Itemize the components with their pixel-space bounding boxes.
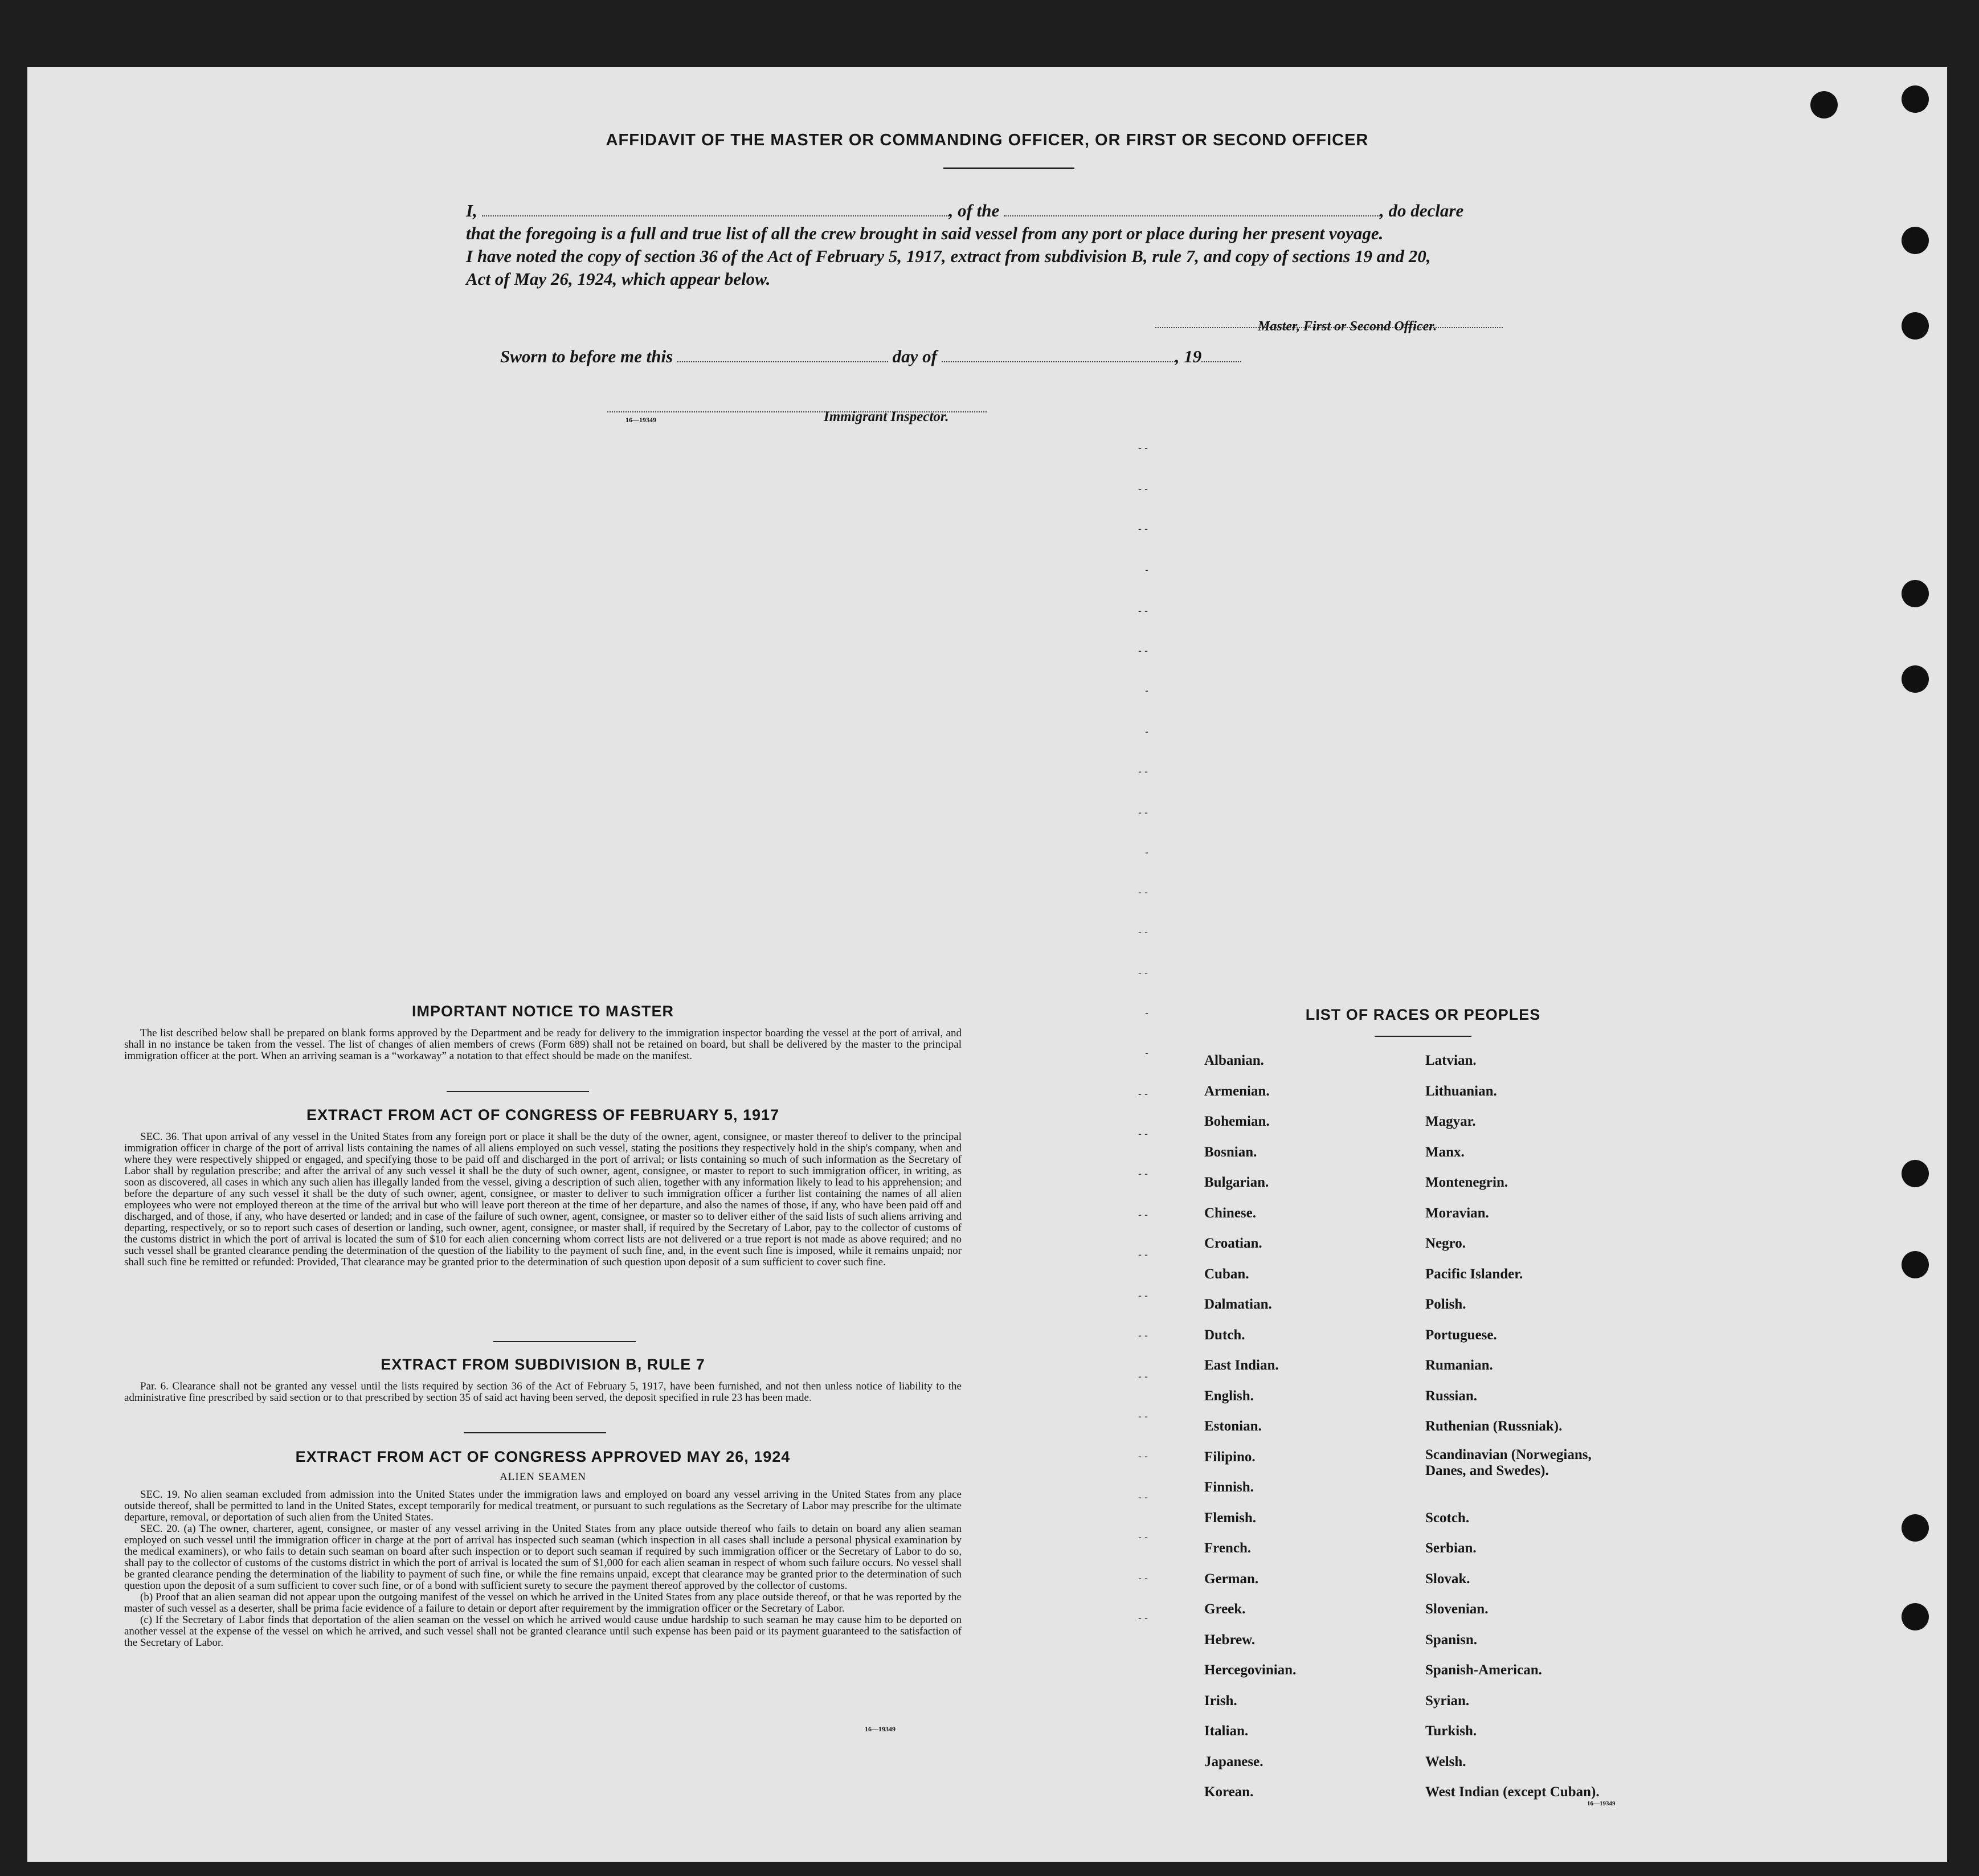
race-item: Syrian. [1425,1693,1470,1709]
sworn-day-blank[interactable] [677,346,888,362]
race-item: East Indian. [1204,1358,1279,1373]
sworn-line [500,345,1241,368]
punch-hole [1902,227,1929,254]
act-1917-text [124,1131,962,1268]
race-item: Armenian. [1204,1083,1270,1099]
form-number: 16—19349 [1587,1800,1616,1807]
punch-hole [1902,1514,1929,1542]
race-item: Negro. [1425,1236,1466,1251]
do-declare-text: , do declare [1380,201,1464,220]
race-item: Moravian. [1425,1205,1489,1221]
race-item: Hebrew. [1204,1632,1256,1648]
sworn-year-blank[interactable] [1201,346,1241,362]
name-blank[interactable] [482,201,949,216]
race-item: Slovenian. [1425,1601,1489,1617]
day-of-text: day of [892,346,937,366]
race-item: Finnish. [1204,1479,1254,1495]
race-item: Pacific Islander. [1425,1266,1523,1282]
race-item: Cuban. [1204,1266,1249,1282]
punch-hole [1902,85,1929,113]
race-item: Rumanian. [1425,1358,1493,1373]
race-item: English. [1204,1388,1254,1404]
section-19-paragraph: SEC. 19. No alien seaman excluded from admission into the United States under the immigration laws and employed on board any vessel arriving in the United States from any place outside thereof, shall be permitted to land in the United States, except temporarily for medical treatment, or pursuant to such regulations as the Secretary of Labor may prescribe for the ultimate departure, removal, or deportation of such alien from the United States. [124,1489,962,1523]
race-item: Ruthenian (Russniak). [1425,1419,1563,1434]
form-number: 16—19349 [865,1725,896,1733]
race-item: Latvian. [1425,1053,1477,1068]
section-20b-paragraph: (b) Proof that an alien seaman did not appear upon the outgoing manifest of the vessel on which he arrived in the United States from any place outside thereof, or that he was reported by the master of such vessel as a deserter, shall be prima facie evidence of a failure to detain or deport after requirement by the immigration officer or the Secretary of Labor. [124,1591,962,1615]
vessel-blank[interactable] [1004,201,1380,216]
punch-hole [1902,1603,1929,1630]
race-item: Manx. [1425,1144,1465,1160]
punch-hole [1902,580,1929,607]
race-item: Flemish. [1204,1510,1256,1526]
race-item: Hercegovinian. [1204,1662,1297,1678]
race-item: Scotch. [1425,1510,1470,1526]
race-item: Chinese. [1204,1205,1256,1221]
race-item: Welsh. [1425,1754,1466,1769]
notice-paragraph: The list described below shall be prepared on blank forms approved by the Department and be ready for delivery to the immigration inspector boarding the vessel at the port of arrival, and shall in no instance be taken from the vessel. The list of changes of alien members of crews (Form 689) shall not be retained on board, but shall be delivered by the master to the principal immigration officer at the port. When an arriving seaman is a “workaway” a notation to that effect should be made on the manifest. [124,1027,962,1062]
sworn-month-blank[interactable] [942,346,1175,362]
declaration-line-2: that the foregoing is a full and true list of all the crew brought in said vessel from any port or place during her present voyage. [466,223,1384,243]
race-item: Serbian. [1425,1540,1477,1556]
race-item: Italian. [1204,1723,1249,1739]
punch-hole [1902,1251,1929,1278]
master-signature-label: Master, First or Second Officer. [1258,319,1437,334]
race-item: Polish. [1425,1297,1466,1312]
race-item: Albanian. [1204,1053,1264,1068]
section-20a-paragraph: SEC. 20. (a) The owner, charterer, agent, consignee, or master of any vessel arriving in the United States from any place outside thereof who fails to detain on board any alien seaman employed on such vessel until the immigration officer in charge at the port of arrival has inspected such seaman (which inspection in all cases shall include a personal physical examination by the medical examiners), or who fails to detain such seaman on board after such inspection or to deport such seaman if required by such immigration officer or the Secretary of Labor to do so, shall pay to the collector of customs of the customs district in which the port of arrival is located the sum of $1,000 for each alien seaman in respect of whom such failure occurs. No vessel shall be granted clearance pending the determination of the liability to payment of such fine, or while the fine remains unpaid, except that clearance may be granted prior to the determination of such question upon the deposit of a sum sufficient to cover such fine, or of a bond with sufficient surety to secure the payment thereof approved by the collector of customs. [124,1523,962,1592]
act-1924-text [124,1489,962,1649]
race-item: Croatian. [1204,1236,1262,1251]
race-item: Greek. [1204,1601,1246,1617]
declarant-prefix: I, [466,201,477,220]
section-20c-paragraph: (c) If the Secretary of Labor finds that deportation of the alien seaman on the vessel on which he arrived would cause undue hardship to such seaman he may cause him to be deported on another vessel at the expense of the vessel on which he arrived, and such vessel shall not be granted clearance until such expense has been paid or its payment guaranteed to the satisfaction of the Secretary of Labor. [124,1614,962,1649]
section-divider [464,1432,606,1433]
race-item: Slovak. [1425,1571,1470,1587]
race-item: Lithuanian. [1425,1083,1497,1099]
act-1917-title: EXTRACT FROM ACT OF CONGRESS OF FEBRUARY 5, 1917 [306,1106,780,1123]
race-item: Spanish-American. [1425,1662,1542,1678]
races-title-rule [1375,1036,1471,1037]
title-rule [943,167,1074,169]
race-item: Dutch. [1204,1327,1245,1343]
race-item: Bohemian. [1204,1114,1270,1129]
declaration-line-3: I have noted the copy of section 36 of the Act of February 5, 1917, extract from subdivision B, rule 7, and copy of sections 19 and 20, [466,246,1431,266]
alien-seamen-subtitle: ALIEN SEAMEN [500,1471,586,1483]
race-item: Filipino. [1204,1449,1256,1465]
notice-text [124,1028,962,1062]
inspector-label: Immigrant Inspector. [824,409,949,424]
punch-hole [1902,312,1929,340]
notice-title: IMPORTANT NOTICE TO MASTER [412,1003,674,1020]
race-item: Russian. [1425,1388,1478,1404]
section-36-paragraph: SEC. 36. That upon arrival of any vessel in the United States from any foreign port or place it shall be the duty of the owner, agent, consignee, or master thereof to deliver to the principal immigration officer in charge of the port of arrival lists containing the names of all aliens employed on such vessel, stating the positions they respectively hold in the ship's company, when and where they were respectively shipped or engaged, and specifying those to be paid off and discharged in the port of arrival; or lists containing so much of such information as the Secretary of Labor shall by regulation prescribe; and after the arrival of any such vessel it shall be the duty of such owner, agent, consignee, or master to report to such immigration officer, in writing, as soon as discovered, all cases in which any such alien has illegally landed from the vessel, giving a description of such alien, together with any information likely to lead to his apprehension; and before the departure of any such vessel it shall be the duty of such owner, agent, consignee, or master to deliver to such immigration officer a further list containing the names of all alien employees who were not employed thereon at the time of the arrival but who will leave port thereon at the time of her departure, and also the names of those, if any, who have been paid off and discharged, and of those, if any, who have deserted or landed; and in case of the failure of such owner, agent, consignee, or master so to deliver either of the said lists of such aliens arriving and departing, respectively, or so to report such cases of desertion or landing, such owner, agent, consignee, or master shall, if required by the Secretary of Labor, pay to the collector of customs of the customs district in which the port of arrival is located the sum of $10 for each alien concerning whom correct lists are not delivered or a true report is not made as above required; and no such vessel shall be granted clearance pending the determination of the question of the liability to the payment of such fine, and, in the event such fine is imposed, while it remains unpaid; nor shall such fine be remitted or refunded: Provided, That clearance may be granted prior to the determination of such question upon deposit of a sum sufficient to cover such fine. [124,1131,962,1268]
race-item: Bulgarian. [1204,1175,1269,1190]
year-prefix: , 19 [1175,346,1202,366]
race-item: West Indian (except Cuban). [1425,1784,1600,1800]
sworn-text: Sworn to before me this [500,346,673,366]
affidavit-title: AFFIDAVIT OF THE MASTER OR COMMANDING OFFICER, OR FIRST OR SECOND OFFICER [606,131,1369,149]
race-item: Irish. [1204,1693,1237,1709]
race-item: Montenegrin. [1425,1175,1508,1190]
paragraph-6: Par. 6. Clearance shall not be granted any vessel until the lists required by section 36 of the Act of February 5, 1917, have been furnished, and not then unless notice of liability to the administrative fine prescribed by said section or to that prescribed by section 35 of said act having been served, the deposit specified in rule 23 has been made. [124,1380,962,1404]
race-item: Turkish. [1425,1723,1477,1739]
declaration-line-4: Act of May 26, 1924, which appear below. [466,269,771,289]
race-item: Portuguese. [1425,1327,1497,1343]
races-title: LIST OF RACES OR PEOPLES [1305,1006,1541,1023]
declaration-line-1 [466,199,1463,222]
race-item: Scandinavian (Norwegians, Danes, and Swedes). [1425,1446,1592,1478]
punch-hole [1810,91,1838,118]
act-1924-title: EXTRACT FROM ACT OF CONGRESS APPROVED MAY 26, 1924 [295,1448,791,1465]
race-item: Dalmatian. [1204,1297,1272,1312]
punch-hole [1902,665,1929,693]
race-item: Japanese. [1204,1754,1264,1769]
form-number: 16—19349 [625,416,656,424]
punch-hole [1902,1160,1929,1187]
section-divider [447,1091,589,1092]
race-item: German. [1204,1571,1259,1587]
race-item: Spanisn. [1425,1632,1478,1648]
race-item: Korean. [1204,1784,1254,1800]
race-item: French. [1204,1540,1252,1556]
of-the-text: , of the [948,201,1000,220]
rule-7-text [124,1381,962,1404]
rule-7-title: EXTRACT FROM SUBDIVISION B, RULE 7 [381,1356,705,1373]
form-page: AFFIDAVIT OF THE MASTER OR COMMANDING OFFICER, OR FIRST OR SECOND OFFICER I, , of the , do declare that the foregoing is a full and true list of all the crew brought in said vessel from any port or place during her present voyage. I have noted the copy of section 36 of the Act of February 5, 1917, extract from subdivision B, rule 7, and copy of sections 19 and 20, Act of May 26, 1924, which appear below. Master, First or Second Officer. Sworn to before me this day of , 19 16—19349 Immigrant Inspector. - - - - - - - - - - - - - - - - - - - - - - - - - - - - - - - - - - - - - - - - - - - - - - - - - - - - - - IMPORTANT NOTICE TO MASTER The list described below shall be prepared on blank forms approved by the Department and be ready for delivery to the immigration inspector boarding the vessel at the port of arrival, and shall in no instance be taken from the vessel. The list of changes of alien members of crews (Form 689) shall not be retained on board, but shall be delivered by the master to the principal immigration officer at the port. When an arriving seaman is a “workaway” a notation to that effect should be made on the manifest. EXTRACT FROM ACT OF CONGRESS OF FEBRUARY 5, 1917 SEC. 36. That upon arrival of any vessel in the United States from any foreign port or place it shall be the duty of the owner, agent, consignee, or master thereof to deliver to the principal immigration officer in charge of the port of arrival lists containing the names of all aliens employed on such vessel, stating the positions they respectively hold in the ship's company, when and where they were respectively shipped or engaged, and specifying those to be paid off and discharged in the port of arrival; or lists containing so much of such information as the Secretary of Labor shall by regulation prescribe; and after the arrival of any such vessel it shall be the duty of such owner, agent, consignee, or master to report to such immigration officer, in writing, as soon as discovered, all cases in which any such alien has illegally landed from the vessel, giving a description of such alien, together with any information likely to lead to his apprehension; and before the departure of any such vessel it shall be the duty of such owner, agent, consignee, or master to deliver to such immigration officer a further list containing the names of all alien employees who were not employed thereon at the time of the arrival but who will leave port thereon at the time of her departure, and also the names of those, if any, who have been paid off and discharged, and of those, if any, who have deserted or landed; and in case of the failure of such owner, agent, consignee, or master so to deliver either of the said lists of such aliens arriving and departing, respectively, or so to report such cases of desertion or landing, such owner, agent, consignee, or master shall, if required by the Secretary of Labor, pay to the collector of customs of the customs district in which the port of arrival is located the sum of $10 for each alien concerning whom correct lists are not delivered or a true report is not made as above required; and no such vessel shall be granted clearance pending the determination of the question of the liability to the payment of such fine, and, in the event such fine is imposed, while it remains unpaid; nor shall such fine be remitted or refunded: Provided, That clearance may be granted prior to the determination of such question upon deposit of a sum sufficient to cover such fine. EXTRACT FROM SUBDIVISION B, RULE 7 Par. 6. Clearance shall not be granted any vessel until the lists required by section 36 of the Act of February 5, 1917, have been furnished, and not then unless notice of liability to the administrative fine prescribed by said section or to that prescribed by section 35 of said act having been served, the deposit specified in rule 23 has been made. EXTRACT FROM ACT OF CONGRESS APPROVED MAY 26, 1924 ALIEN SEAMEN SEC. 19. No alien seaman excluded from admission into the United States under the immigration laws and employed on board any vessel arriving in the United States from any place outside thereof, shall be permitted to land in the United States, except temporarily for medical treatment, or pursuant to such regulations as the Secretary of Labor may prescribe for the ultimate departure, removal, or deportation of such alien from the United States. SEC. 20. (a) The owner, charterer, agent, consignee, or master of any vessel arriving in the United States from any place outside thereof who fails to detain on board any alien seaman employed on such vessel until the immigration officer in charge at the port of arrival has inspected such seaman (which inspection in all cases shall include a personal physical examination by the medical examiners), or who fails to detain such seaman on board after such inspection or to deport such seaman if required by such immigration officer or the Secretary of Labor to do so, shall pay to the collector of customs of the customs district in which the port of arrival is located the sum of $1,000 for each alien seaman in respect of whom such failure occurs. No vessel shall be granted clearance pending the determination of the liability to payment of such fine, or while the fine remains unpaid, except that clearance may be granted prior to the determination of such question upon the deposit of a sum sufficient to cover such fine, or of a bond with sufficient surety to secure the payment thereof approved by the collector of customs. (b) Proof that an alien seaman did not appear upon the outgoing manifest of the vessel on which he arrived in the United States from any place outside thereof, or that he was reported by the master of such vessel as a deserter, shall be prima facie evidence of a failure to detain or deport after requirement by the immigration officer or the Secretary of Labor. (c) If the Secretary of Labor finds that deportation of the alien seaman on the vessel on which he arrived would cause undue hardship to such seaman he may cause him to be deported on another vessel at the expense of the vessel on which he arrived, and such vessel shall not be granted clearance until such expense has been paid or its payment guaranteed to the satisfaction of the Secretary of Labor. 16—19349 LIST OF RACES OR PEOPLES Albanian. Armenian. Bohemian. Bosnian. Bulgarian. Chinese. Croatian. Cuban. Dalmatian. Dutch. East Indian. English. Estonian. Filipino. Finnish. Flemish. French. German. Greek. Hebrew. Hercegovinian. Irish. Italian. Japanese. Korean. Latvian. Lithuanian. Magyar. Manx. Montenegrin. Moravian. Negro. Pacific Islander. Polish. Portuguese. Rumanian. Russian. Ruthenian (Russniak). Scandinavian (Norwegians, Danes, and Swedes). Scotch. Serbian. Slovak. Slovenian. Spanisn. Spanish-American. Syrian. Turkish. Welsh. West Indian (except Cuban). 16—19349 [27,67,1947,1862]
race-item: Estonian. [1204,1419,1262,1434]
race-item: Magyar. [1425,1114,1476,1129]
section-divider [493,1341,636,1342]
race-item: Bosnian. [1204,1144,1257,1160]
